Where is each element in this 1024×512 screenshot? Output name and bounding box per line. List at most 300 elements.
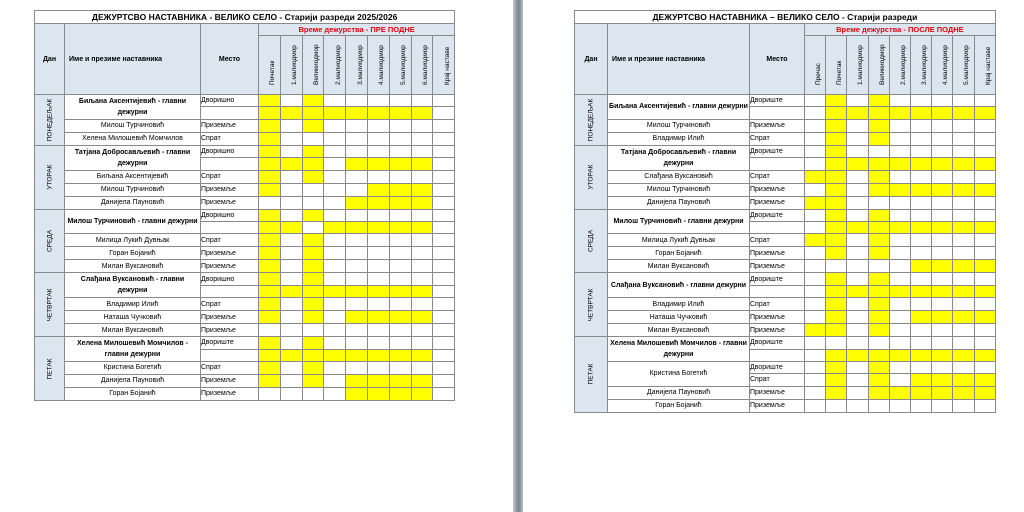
- duty-cell-empty: [433, 361, 455, 374]
- duty-cell-assigned: [974, 260, 995, 273]
- teacher-name: Милош Турчиновић - главни дежурни: [608, 209, 750, 234]
- teacher-name: Милош Турчиновић: [608, 183, 750, 196]
- duty-cell-assigned: [868, 119, 889, 132]
- table-row: [35, 145, 455, 157]
- duty-location-empty: [750, 107, 805, 119]
- duty-cell-empty: [346, 260, 368, 273]
- duty-cell-assigned: [259, 107, 281, 119]
- duty-cell-assigned: [280, 285, 302, 297]
- duty-cell-assigned: [346, 158, 368, 170]
- duty-cell-assigned: [302, 107, 324, 119]
- duty-cell-empty: [280, 387, 302, 400]
- duty-cell-assigned: [847, 221, 868, 233]
- duty-cell-empty: [847, 145, 868, 157]
- duty-location: Приземље: [750, 260, 805, 273]
- duty-cell-empty: [411, 324, 433, 337]
- duty-cell-assigned: [974, 311, 995, 324]
- duty-cell-empty: [805, 209, 826, 221]
- duty-cell-empty: [433, 337, 455, 349]
- duty-cell-assigned: [826, 273, 847, 285]
- duty-cell-assigned: [889, 107, 910, 119]
- duty-cell-empty: [280, 260, 302, 273]
- duty-cell-empty: [889, 260, 910, 273]
- duty-cell-empty: [953, 247, 974, 260]
- duty-location: Приземље: [201, 324, 259, 337]
- time-slot-header: [367, 36, 389, 95]
- duty-cell-assigned: [259, 234, 281, 247]
- duty-cell-assigned: [910, 386, 931, 399]
- duty-cell-empty: [324, 387, 346, 400]
- duty-cell-assigned: [389, 285, 411, 297]
- duty-cell-assigned: [302, 273, 324, 285]
- duty-cell-assigned: [280, 221, 302, 233]
- teacher-name: Слађана Вуксановић - главни дежурни: [65, 273, 201, 298]
- duty-location: Приземље: [750, 386, 805, 399]
- duty-cell-empty: [280, 374, 302, 387]
- duty-cell-assigned: [367, 158, 389, 170]
- duty-cell-empty: [367, 95, 389, 107]
- table-row: [35, 132, 455, 145]
- duty-cell-empty: [280, 145, 302, 157]
- duty-location: Приземље: [750, 324, 805, 337]
- duty-cell-empty: [805, 107, 826, 119]
- duty-cell-assigned: [411, 349, 433, 361]
- duty-cell-assigned: [974, 285, 995, 297]
- day-cell: [575, 145, 608, 209]
- duty-cell-empty: [411, 132, 433, 145]
- day-cell: [35, 209, 65, 273]
- duty-cell-empty: [974, 247, 995, 260]
- time-slot-header: [259, 36, 281, 95]
- duty-location: Дворишно: [201, 209, 259, 221]
- duty-cell-empty: [389, 119, 411, 132]
- duty-cell-empty: [346, 145, 368, 157]
- duty-cell-assigned: [259, 158, 281, 170]
- header-location: Место: [750, 24, 805, 95]
- teacher-name: Слађана Вуксановић: [608, 170, 750, 183]
- duty-cell-assigned: [346, 349, 368, 361]
- duty-cell-assigned: [868, 324, 889, 337]
- table-row: [575, 337, 996, 349]
- table-title: ДЕЖУРТСВО НАСТАВНИКА - ВЕЛИКО СЕЛО - Старији разреди 2025/2026: [35, 11, 455, 24]
- duty-cell-assigned: [889, 158, 910, 170]
- time-slot-header: [411, 36, 433, 95]
- teacher-name: Татјана Добросављевић - главни дежурни: [65, 145, 201, 170]
- table-row: [35, 170, 455, 183]
- duty-location: Приземље: [750, 183, 805, 196]
- duty-cell-assigned: [324, 221, 346, 233]
- duty-cell-assigned: [953, 260, 974, 273]
- table-row: [35, 324, 455, 337]
- duty-cell-empty: [974, 361, 995, 373]
- table-row: [35, 183, 455, 196]
- table-row: [575, 196, 996, 209]
- duty-cell-empty: [953, 234, 974, 247]
- duty-location: Двориште: [750, 209, 805, 221]
- duty-cell-assigned: [367, 349, 389, 361]
- duty-location-empty: [201, 285, 259, 297]
- time-slot-label: 4.малиодмор: [378, 45, 386, 85]
- duty-cell-assigned: [953, 386, 974, 399]
- teacher-name: Данијела Пауновић: [608, 386, 750, 399]
- duty-cell-assigned: [389, 374, 411, 387]
- duty-cell-assigned: [910, 183, 931, 196]
- duty-cell-empty: [302, 196, 324, 209]
- time-slot-header: [826, 36, 847, 95]
- duty-cell-empty: [324, 311, 346, 324]
- duty-cell-assigned: [805, 196, 826, 209]
- duty-location: Двориште: [750, 273, 805, 285]
- day-cell: [575, 209, 608, 273]
- duty-cell-assigned: [302, 374, 324, 387]
- day-cell: [35, 273, 65, 337]
- table-title: ДЕЖУРТСВО НАСТАВНИКА – ВЕЛИКО СЕЛО - Старији разреди: [575, 11, 996, 24]
- duty-location: Приземље: [750, 247, 805, 260]
- duty-cell-empty: [847, 311, 868, 324]
- duty-cell-empty: [868, 337, 889, 349]
- duty-cell-assigned: [974, 183, 995, 196]
- duty-cell-assigned: [302, 285, 324, 297]
- teacher-name: Данијела Пауновић: [65, 374, 201, 387]
- duty-location-empty: [750, 285, 805, 297]
- teacher-name: Милан Вуксановић: [65, 260, 201, 273]
- duty-cell-empty: [910, 361, 931, 373]
- duty-cell-empty: [826, 260, 847, 273]
- duty-cell-empty: [346, 337, 368, 349]
- duty-cell-assigned: [346, 374, 368, 387]
- teacher-name: Хелена Милошевић Момчилов - главни дежурни: [65, 337, 201, 362]
- duty-cell-empty: [324, 170, 346, 183]
- table-row: [575, 132, 996, 145]
- duty-cell-empty: [346, 247, 368, 260]
- duty-cell-empty: [389, 298, 411, 311]
- duty-cell-empty: [889, 170, 910, 183]
- duty-cell-empty: [324, 95, 346, 107]
- duty-cell-empty: [932, 298, 953, 311]
- duty-location: Приземље: [201, 374, 259, 387]
- duty-cell-assigned: [302, 247, 324, 260]
- duty-cell-assigned: [974, 374, 995, 386]
- duty-cell-assigned: [367, 196, 389, 209]
- duty-cell-assigned: [389, 311, 411, 324]
- teacher-name: Слађана Вуксановић - главни дежурни: [608, 273, 750, 298]
- duty-cell-empty: [953, 209, 974, 221]
- day-cell: [35, 145, 65, 209]
- duty-cell-empty: [868, 196, 889, 209]
- duty-cell-empty: [433, 285, 455, 297]
- day-label: СРЕДА: [587, 229, 595, 253]
- duty-cell-assigned: [302, 119, 324, 132]
- duty-cell-empty: [367, 337, 389, 349]
- duty-location: Спрат: [201, 298, 259, 311]
- duty-cell-assigned: [280, 107, 302, 119]
- duty-cell-empty: [889, 196, 910, 209]
- duty-cell-empty: [433, 183, 455, 196]
- duty-cell-assigned: [302, 95, 324, 107]
- duty-cell-empty: [974, 234, 995, 247]
- duty-cell-empty: [910, 298, 931, 311]
- duty-cell-assigned: [910, 107, 931, 119]
- duty-cell-assigned: [910, 349, 931, 361]
- duty-location-empty: [750, 221, 805, 233]
- table-row: [35, 196, 455, 209]
- duty-cell-empty: [889, 374, 910, 386]
- table-row: [575, 183, 996, 196]
- duty-cell-empty: [280, 234, 302, 247]
- duty-cell-assigned: [302, 361, 324, 374]
- duty-cell-empty: [280, 247, 302, 260]
- duty-location: Спрат: [750, 374, 805, 386]
- duty-cell-assigned: [868, 374, 889, 386]
- duty-cell-empty: [953, 170, 974, 183]
- teacher-name: Биљана Аксентијевић: [65, 170, 201, 183]
- duty-cell-empty: [367, 324, 389, 337]
- duty-cell-empty: [805, 337, 826, 349]
- duty-cell-empty: [302, 132, 324, 145]
- duty-location: Двориште: [750, 145, 805, 157]
- duty-cell-empty: [889, 324, 910, 337]
- duty-cell-empty: [302, 387, 324, 400]
- duty-cell-empty: [847, 119, 868, 132]
- duty-cell-empty: [367, 234, 389, 247]
- duty-cell-assigned: [826, 374, 847, 386]
- duty-location-empty: [750, 158, 805, 170]
- duty-cell-empty: [280, 196, 302, 209]
- duty-cell-assigned: [259, 361, 281, 374]
- table-row: [35, 234, 455, 247]
- time-slot-header: [932, 36, 953, 95]
- duty-cell-empty: [910, 209, 931, 221]
- duty-cell-empty: [889, 311, 910, 324]
- duty-cell-assigned: [805, 324, 826, 337]
- teacher-name: Горан Бојанић: [608, 247, 750, 260]
- duty-location: Приземље: [201, 183, 259, 196]
- table-row: [575, 361, 996, 373]
- duty-cell-empty: [805, 399, 826, 412]
- duty-cell-empty: [433, 324, 455, 337]
- duty-cell-empty: [324, 119, 346, 132]
- duty-cell-assigned: [826, 298, 847, 311]
- duty-cell-empty: [389, 145, 411, 157]
- duty-cell-empty: [847, 170, 868, 183]
- time-slot-header: [868, 36, 889, 95]
- duty-cell-assigned: [910, 374, 931, 386]
- duty-location: Спрат: [201, 132, 259, 145]
- duty-cell-empty: [302, 324, 324, 337]
- duty-cell-empty: [389, 337, 411, 349]
- duty-cell-assigned: [910, 285, 931, 297]
- time-slot-header: [889, 36, 910, 95]
- duty-cell-empty: [324, 145, 346, 157]
- duty-cell-assigned: [953, 107, 974, 119]
- duty-cell-assigned: [826, 234, 847, 247]
- duty-cell-empty: [805, 273, 826, 285]
- duty-location: Приземље: [201, 260, 259, 273]
- duty-cell-assigned: [389, 158, 411, 170]
- teacher-name: Татјана Добросављевић - главни дежурни: [608, 145, 750, 170]
- duty-cell-assigned: [953, 349, 974, 361]
- duty-cell-assigned: [302, 158, 324, 170]
- duty-cell-assigned: [868, 273, 889, 285]
- duty-cell-empty: [346, 95, 368, 107]
- duty-cell-empty: [324, 183, 346, 196]
- table-row: [575, 95, 996, 107]
- duty-cell-empty: [259, 196, 281, 209]
- duty-cell-assigned: [280, 349, 302, 361]
- duty-cell-assigned: [805, 234, 826, 247]
- duty-cell-assigned: [826, 145, 847, 157]
- duty-cell-assigned: [868, 298, 889, 311]
- duty-cell-assigned: [389, 107, 411, 119]
- duty-cell-empty: [910, 234, 931, 247]
- duty-cell-assigned: [346, 221, 368, 233]
- duty-cell-empty: [805, 95, 826, 107]
- duty-cell-empty: [433, 247, 455, 260]
- duty-cell-empty: [411, 209, 433, 221]
- duty-cell-assigned: [932, 221, 953, 233]
- duty-cell-empty: [389, 324, 411, 337]
- duty-cell-empty: [974, 399, 995, 412]
- duty-location: Приземље: [201, 196, 259, 209]
- table-row: [575, 260, 996, 273]
- header-day: Дан: [35, 24, 65, 95]
- duty-cell-empty: [805, 386, 826, 399]
- duty-cell-empty: [910, 95, 931, 107]
- duty-cell-empty: [346, 183, 368, 196]
- duty-cell-assigned: [826, 95, 847, 107]
- duty-cell-assigned: [411, 107, 433, 119]
- duty-cell-assigned: [953, 374, 974, 386]
- time-slot-header: [910, 36, 931, 95]
- duty-cell-empty: [411, 145, 433, 157]
- duty-cell-assigned: [259, 260, 281, 273]
- duty-cell-empty: [974, 324, 995, 337]
- duty-cell-empty: [910, 119, 931, 132]
- duty-cell-empty: [889, 119, 910, 132]
- duty-cell-assigned: [868, 183, 889, 196]
- teacher-name: Владимир Илић: [608, 132, 750, 145]
- duty-cell-empty: [932, 247, 953, 260]
- duty-cell-empty: [953, 361, 974, 373]
- duty-cell-assigned: [259, 95, 281, 107]
- duty-cell-empty: [433, 196, 455, 209]
- duty-cell-assigned: [346, 107, 368, 119]
- duty-cell-empty: [411, 361, 433, 374]
- duty-cell-assigned: [826, 107, 847, 119]
- duty-cell-empty: [974, 298, 995, 311]
- duty-cell-assigned: [259, 337, 281, 349]
- duty-cell-assigned: [259, 145, 281, 157]
- duty-cell-assigned: [868, 158, 889, 170]
- duty-cell-assigned: [411, 196, 433, 209]
- time-slot-label: Почетак: [836, 60, 844, 85]
- duty-cell-empty: [280, 132, 302, 145]
- duty-cell-empty: [346, 119, 368, 132]
- duty-cell-empty: [433, 374, 455, 387]
- duty-cell-assigned: [974, 158, 995, 170]
- duty-cell-assigned: [889, 285, 910, 297]
- duty-cell-empty: [259, 324, 281, 337]
- duty-cell-empty: [433, 349, 455, 361]
- duty-cell-empty: [889, 132, 910, 145]
- duty-cell-assigned: [302, 145, 324, 157]
- duty-cell-empty: [324, 337, 346, 349]
- duty-cell-assigned: [389, 349, 411, 361]
- duty-cell-empty: [932, 337, 953, 349]
- duty-cell-empty: [889, 145, 910, 157]
- duty-cell-assigned: [259, 273, 281, 285]
- duty-location: Приземље: [201, 311, 259, 324]
- time-slot-label: 1.малиодмор: [857, 45, 865, 85]
- duty-cell-empty: [389, 260, 411, 273]
- duty-cell-empty: [974, 95, 995, 107]
- time-slot-header: [389, 36, 411, 95]
- duty-cell-assigned: [411, 374, 433, 387]
- teacher-name: Горан Бојанић: [608, 399, 750, 412]
- duty-cell-empty: [433, 209, 455, 221]
- duty-cell-empty: [805, 183, 826, 196]
- duty-cell-empty: [346, 170, 368, 183]
- table-row: [575, 234, 996, 247]
- duty-cell-empty: [280, 209, 302, 221]
- time-slot-label: 2.малиодмор: [334, 45, 342, 85]
- duty-cell-empty: [889, 234, 910, 247]
- duty-cell-assigned: [974, 221, 995, 233]
- duty-cell-assigned: [932, 183, 953, 196]
- duty-cell-assigned: [259, 374, 281, 387]
- duty-cell-empty: [805, 374, 826, 386]
- duty-cell-empty: [324, 158, 346, 170]
- duty-cell-empty: [411, 298, 433, 311]
- table-row: [35, 247, 455, 260]
- duty-location: Спрат: [201, 234, 259, 247]
- day-label: ПОНЕДЕЉАК: [46, 98, 53, 142]
- duty-location-empty: [201, 107, 259, 119]
- duty-cell-assigned: [868, 349, 889, 361]
- duty-cell-assigned: [868, 247, 889, 260]
- duty-location: Приземље: [750, 119, 805, 132]
- duty-cell-assigned: [932, 349, 953, 361]
- duty-cell-empty: [302, 183, 324, 196]
- duty-cell-assigned: [826, 324, 847, 337]
- duty-cell-empty: [346, 234, 368, 247]
- table-row: [575, 145, 996, 157]
- table-row: [575, 399, 996, 412]
- duty-cell-empty: [324, 260, 346, 273]
- duty-cell-empty: [932, 119, 953, 132]
- teacher-name: Владимир Илић: [65, 298, 201, 311]
- duty-cell-assigned: [302, 209, 324, 221]
- duty-cell-empty: [433, 170, 455, 183]
- duty-cell-assigned: [847, 285, 868, 297]
- duty-cell-assigned: [868, 170, 889, 183]
- duty-cell-empty: [847, 324, 868, 337]
- duty-cell-empty: [974, 170, 995, 183]
- duty-cell-empty: [389, 234, 411, 247]
- duty-cell-empty: [889, 95, 910, 107]
- time-slot-label: Пречас: [815, 63, 823, 85]
- duty-cell-empty: [411, 273, 433, 285]
- table-row: [35, 361, 455, 374]
- duty-cell-empty: [889, 273, 910, 285]
- duty-cell-empty: [805, 260, 826, 273]
- duty-cell-empty: [953, 145, 974, 157]
- time-slot-label: Крај наставе: [443, 46, 451, 85]
- duty-cell-empty: [411, 170, 433, 183]
- time-slot-header: [280, 36, 302, 95]
- duty-cell-assigned: [367, 221, 389, 233]
- duty-cell-empty: [367, 132, 389, 145]
